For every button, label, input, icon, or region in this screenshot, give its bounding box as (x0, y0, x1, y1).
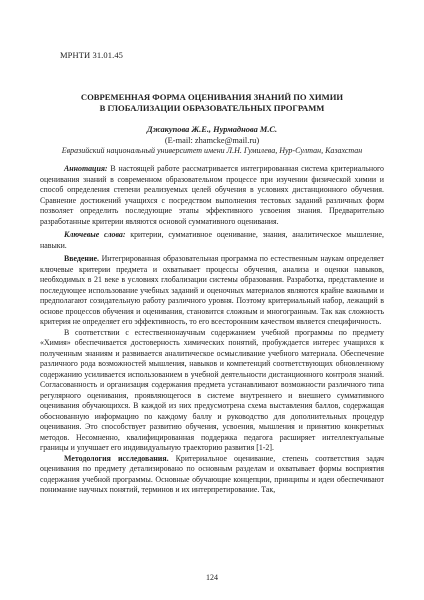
authors-block (56, 124, 368, 146)
keywords-text: критерии, суммативное оценивание, знания, аналитическое мышление, навыки. (40, 230, 384, 250)
author-names: Джакупова Ж.Е., Нурмаднова М.С. (146, 125, 278, 134)
intro-paragraph-2: В соответствии с естественнонаучным содержанием учебной программы по предмету «Химия» обеспечивается достоверность химических понятий, пробуждается интерес учащихся к полученным знаниям и развивается аналитическое осмысливание учебного материала. Обеспечение различного рода возможностей мышления, навыков и компетенций соответствующих обновленному содержанию усиливается использованием в учебной деятельности дистанционного контроля знаний. Согласованность и организация содержания предмета устанавливают возможности различного типа регулярного оценивания, проявляющегося в системе внутреннего и внешнего суммативного оценивания обучающихся. В каждой из них предусмотрена схема выставления баллов, содержащая обоснованную информацию по каждому баллу и руководство для дополнительных процедур оценивания. Это способствует развитию обучения, усвоения, мышления и принятию конкретных методов. Несомненно, квалифицированная поддержка педагога расширяет интеллектуальные границы и улучшает его индивидуальную траекторию развития [1-2]. (40, 327, 384, 452)
abstract-label: Аннотация: (64, 164, 108, 173)
intro-label: Введение. (64, 254, 99, 263)
methods-label: Методология исследования. (64, 453, 169, 463)
udk-code: МРНТИ 31.01.45 (60, 50, 124, 60)
paper-title (56, 92, 368, 114)
title-line-1: СОВРЕМЕННАЯ ФОРМА ОЦЕНИВАНИЯ ЗНАНИЙ ПО ХИМИИ (80, 92, 344, 102)
keywords-paragraph (40, 230, 384, 251)
abstract-paragraph (40, 164, 384, 227)
abstract-text: В настоящей работе рассматривается интегрированная система критериального оценивания знаний в современном образовательном процессе при изучении физической химии и способ определения степени реализуемых целей обучения в условиях дистанционного обучения. Сравнение достижений учащихся с посредством выполнения тестовых заданий различных форм позволяет определить последующие этапы эффективного усвоения знания. Предварительно разработанные критерии являются основой суммативного оценивания. (40, 164, 384, 226)
title-line-2: В ГЛОБАЛИЗАЦИИ ОБРАЗОВАТЕЛЬНЫХ ПРОГРАММ (99, 103, 325, 113)
author-email: (E-mail: zhamcke@mail.ru) (164, 136, 260, 145)
methods-paragraph (40, 454, 384, 496)
affiliation: Евразийский национальный университет имени Л.Н. Гумилева, Нур-Султан, Казахстан (61, 146, 363, 155)
intro-text-1: Интегрированная образовательная программа по естественным наукам определяет ключевые критерии предмета и охватывает процессы обучения, анализа и оценки навыков, необходимых в 21 веке в условиях глобализации системы образования. Разработка, представление и последующее использование учебных заданий и оценочных материалов являются крайне важными и предполагают созидательную работу различного уровня. Поэтому критериальный набор, лежащий в основе процессов обучения и оценивания, становится сложным и многогранным. Так как сложность критерия не определяет его эффективность, то его всесторонним качеством является специфичность. (40, 254, 384, 326)
paper-body (40, 164, 384, 496)
keywords-label: Ключевые слова: (64, 230, 126, 239)
intro-paragraph-1 (40, 254, 384, 328)
methods-text: Критериальное оценивание, степень соответствия задач оценивания по предмету детализировано по основным разделам и охватывает формы восприятия содержания учебной программы. Основные обучающие концепции, принципы и идеи обеспечивают понимание научных понятий, терминов и их интерпретирование. Так, (40, 453, 384, 494)
page-number: 124 (206, 573, 218, 582)
